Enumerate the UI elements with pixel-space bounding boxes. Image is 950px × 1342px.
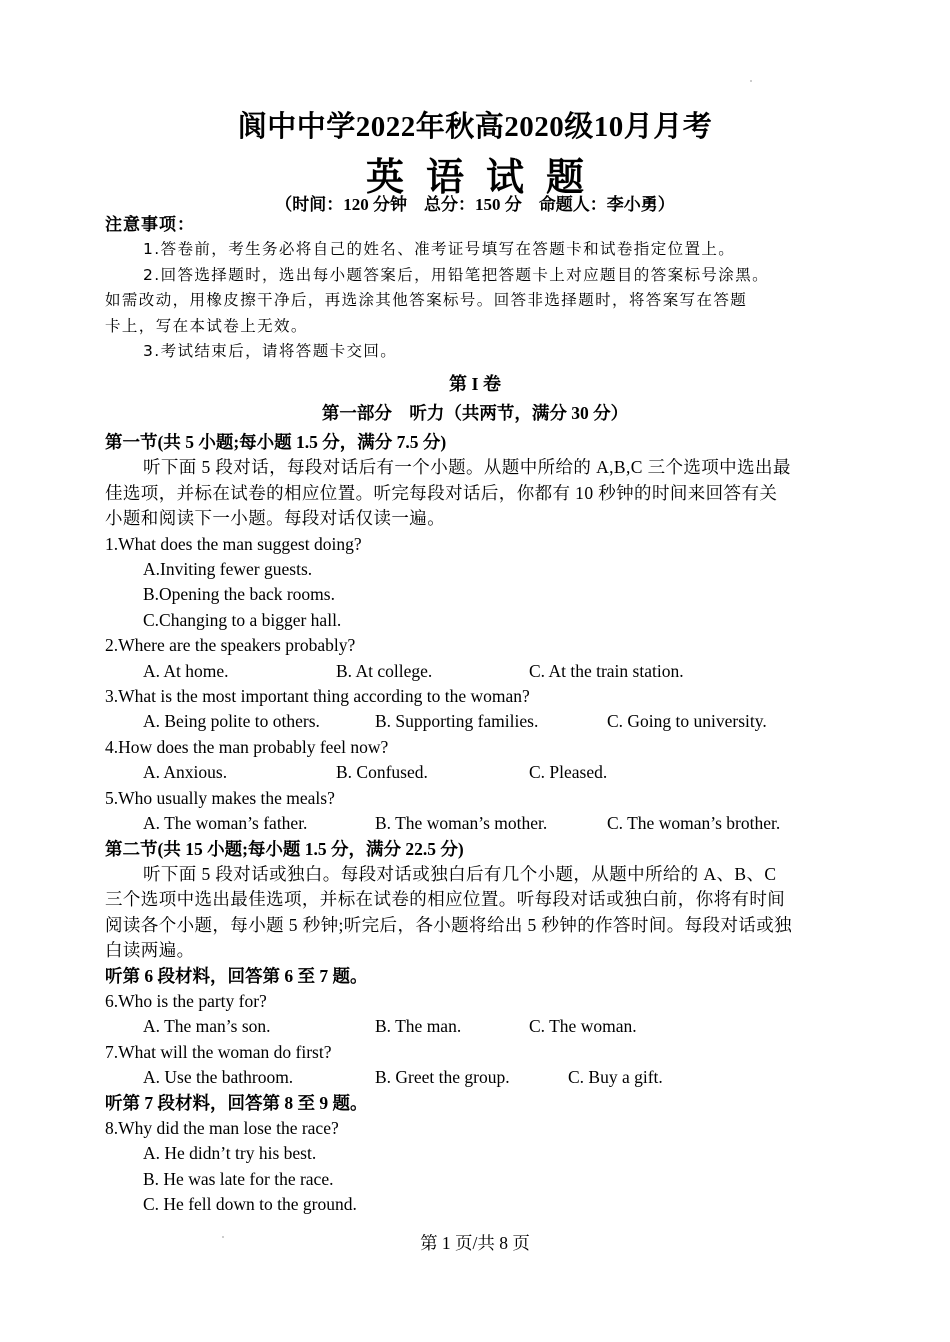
- options-row: [105, 1014, 845, 1039]
- option-b: B. The woman’s mother.: [375, 813, 548, 834]
- options-row: [105, 709, 845, 734]
- option-a: A. The woman’s father.: [143, 813, 308, 834]
- instruction-line: 佳选项，并标在试卷的相应位置。听完每段对话后，你都有 10 秒钟的时间来回答有关: [105, 482, 778, 503]
- option-a: A. He didn’t try his best.: [143, 1143, 317, 1164]
- subject-title: 英语试题: [365, 157, 606, 199]
- option-a: A.Inviting fewer guests.: [143, 559, 313, 580]
- options-row: [105, 811, 845, 836]
- section2-heading: 第二节(共 15 小题;每小题 1.5 分，满分 22.5 分): [105, 838, 464, 859]
- instruction-line: 三个选项中选出最佳选项，并标在试卷的相应位置。听每段对话或独白前，你将有时间: [105, 889, 786, 910]
- notice-line: 卡上，写在本试卷上无效。: [105, 316, 308, 335]
- option-a: A. At home.: [143, 660, 229, 681]
- notice-line: 2.回答选择题时，选出每小题答案后，用铅笔把答题卡上对应题目的答案标号涂黑。: [143, 265, 769, 284]
- question-2-stem: 2.Where are the speakers probably?: [105, 635, 356, 656]
- question-body: [105, 430, 845, 1218]
- notice-line: 1.答卷前，考生务必将自己的姓名、准考证号填写在答题卡和试卷指定位置上。: [143, 240, 736, 259]
- material-heading: 听第 7 段材料，回答第 8 至 9 题。: [105, 1092, 368, 1113]
- option-b: B.Opening the back rooms.: [143, 584, 335, 605]
- option-b: B. He was late for the race.: [143, 1168, 334, 1189]
- exam-meta: （时间：120 分钟 总分：150 分 命题人：李小勇）: [275, 195, 675, 214]
- option-c: C. Buy a gift.: [568, 1067, 663, 1088]
- option-c: C. At the train station.: [529, 660, 684, 681]
- question-1-stem: 1.What does the man suggest doing?: [105, 533, 362, 554]
- option-c: C. The woman.: [529, 1016, 637, 1037]
- instruction-line: 听下面 5 段对话或独白。每段对话或独白后有几个小题，从题中所给的 A、B、C: [143, 863, 777, 884]
- instruction-line: 听下面 5 段对话，每段对话后有一个小题。从题中所给的 A,B,C 三个选项中选出最: [143, 457, 791, 478]
- options-row: [105, 1065, 845, 1090]
- notice-line: 3.考试结束后，请将答题卡交回。: [143, 342, 398, 361]
- notice-section: [105, 212, 845, 364]
- option-c: C. The woman’s brother.: [607, 813, 781, 834]
- section1-heading: 第一节(共 5 小题;每小题 1.5 分，满分 7.5 分): [105, 432, 447, 452]
- option-a: A. Use the bathroom.: [143, 1067, 294, 1088]
- instruction-line: 阅读各个小题，每小题 5 秒钟;听完后，各小题将给出 5 秒钟的作答时间。每段对话或独: [105, 914, 793, 935]
- instruction-line: 白读两遍。: [105, 940, 195, 961]
- question-4-stem: 4.How does the man probably feel now?: [105, 736, 389, 757]
- option-c: C. Pleased.: [529, 762, 608, 783]
- option-b: B. Confused.: [336, 762, 428, 783]
- option-b: B. At college.: [336, 660, 433, 681]
- options-row: [105, 760, 845, 785]
- option-c: C.Changing to a bigger hall.: [143, 609, 342, 630]
- part-heading: 第一部分 听力（共两节，满分 30 分）: [321, 403, 629, 423]
- exam-title: 阆中中学2022年秋高2020级10月月考: [237, 111, 713, 143]
- option-a: A. Being polite to others.: [143, 711, 320, 732]
- question-8-stem: 8.Why did the man lose the race?: [105, 1117, 339, 1138]
- instruction-line: 小题和阅读下一小题。每段对话仅读一遍。: [105, 508, 446, 529]
- option-b: B. The man.: [375, 1016, 462, 1037]
- option-c: C. He fell down to the ground.: [143, 1194, 357, 1215]
- material-heading: 听第 6 段材料，回答第 6 至 7 题。: [105, 965, 368, 986]
- scan-speck: [750, 80, 752, 82]
- option-c: C. Going to university.: [607, 711, 767, 732]
- option-a: A. The man’s son.: [143, 1016, 271, 1037]
- option-b: B. Supporting families.: [375, 711, 539, 732]
- options-row: [105, 659, 845, 684]
- question-5-stem: 5.Who usually makes the meals?: [105, 787, 335, 808]
- volume-heading: 第 I 卷: [448, 374, 501, 394]
- option-b: B. Greet the group.: [375, 1067, 510, 1088]
- notice-line: 如需改动，用橡皮擦干净后，再选涂其他答案标号。回答非选择题时，将答案写在答题: [105, 291, 748, 310]
- question-3-stem: 3.What is the most important thing according to the woman?: [105, 686, 530, 707]
- page-number: 第 1 页/共 8 页: [420, 1233, 530, 1253]
- option-a: A. Anxious.: [143, 762, 228, 783]
- question-6-stem: 6.Who is the party for?: [105, 990, 267, 1011]
- question-7-stem: 7.What will the woman do first?: [105, 1041, 332, 1062]
- notice-heading: 注意事项：: [105, 215, 195, 234]
